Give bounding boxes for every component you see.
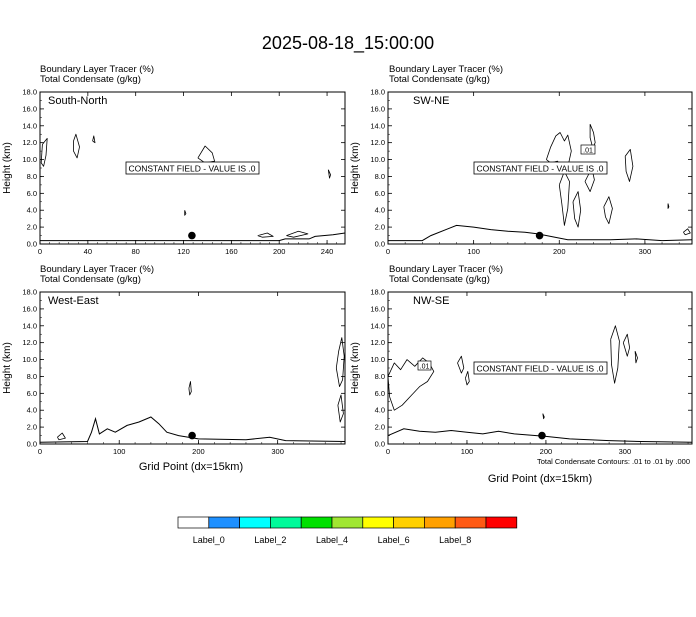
panel-sw-ne: [350, 64, 692, 256]
y-tick-label: 16.0: [22, 104, 37, 114]
figure-title: 2025-08-18_15:00:00: [261, 33, 435, 53]
panel-4-header-line2: Total Condensate (g/kg): [389, 274, 490, 285]
condensate-contour: [590, 124, 595, 148]
y-tick-label: 10.0: [370, 155, 385, 165]
y-axis-label: Height (km): [2, 342, 13, 394]
x-tick-label: 100: [467, 247, 480, 256]
y-tick-label: 4.0: [26, 205, 37, 215]
y-tick-label: 16.0: [22, 304, 37, 314]
condensate-contour: [93, 136, 95, 143]
location-marker: [188, 432, 196, 440]
colorbar-label: Label_6: [377, 535, 410, 545]
condensate-contour: [604, 197, 613, 224]
y-tick-label: 6.0: [26, 188, 37, 198]
location-marker: [536, 232, 544, 240]
panel-3-title: West-East: [48, 295, 99, 307]
colorbar-swatch: [332, 517, 363, 528]
x-tick-label: 0: [37, 247, 43, 256]
panel-1-header-line2: Total Condensate (g/kg): [40, 74, 141, 85]
y-axis-label: Height (km): [350, 142, 361, 194]
panel-2-title: SW-NE: [413, 95, 450, 107]
y-tick-label: 18.0: [22, 87, 37, 97]
condensate-contour: [668, 204, 669, 209]
colorbar-label: Label_8: [439, 535, 472, 545]
x-tick-label: 160: [225, 247, 238, 256]
x-tick-label: 120: [177, 247, 190, 256]
colorbar-swatch: [394, 517, 425, 528]
condensate-contour: [336, 338, 344, 387]
panel-nw-se: [350, 264, 692, 485]
y-tick-label: 6.0: [374, 188, 385, 198]
condensate-contour: [635, 351, 637, 363]
y-tick-label: 6.0: [374, 388, 385, 398]
x-tick-label: 300: [618, 447, 632, 456]
condensate-contour: [458, 356, 464, 373]
y-tick-label: 10.0: [370, 355, 385, 365]
colorbar-swatch: [240, 517, 271, 528]
plot-frame: [40, 292, 345, 444]
colorbar-swatch: [209, 517, 240, 528]
panel-3-xlabel: Grid Point (dx=15km): [138, 461, 244, 473]
y-tick-label: 2.0: [374, 422, 385, 432]
x-tick-label: 200: [192, 447, 205, 456]
condensate-contour: [625, 149, 633, 181]
y-tick-label: 4.0: [374, 405, 385, 415]
condensate-contour: [338, 395, 344, 422]
colorbar-swatch: [178, 517, 209, 528]
y-tick-label: 2.0: [374, 222, 385, 232]
condensate-contour: [683, 229, 690, 235]
condensate-contour: [623, 334, 629, 356]
y-tick-label: 16.0: [370, 104, 385, 114]
panel-4-header-line1: Boundary Layer Tracer (%): [389, 264, 504, 275]
y-axis-label: Height (km): [350, 342, 361, 394]
y-tick-label: 4.0: [374, 205, 385, 215]
x-tick-label: 100: [460, 447, 474, 456]
colorbar-swatch: [424, 517, 455, 528]
x-tick-label: 80: [131, 247, 140, 256]
y-tick-label: 0.0: [374, 439, 385, 449]
y-tick-label: 6.0: [26, 388, 37, 398]
condensate-contour: [198, 146, 215, 163]
condensate-contour: [258, 233, 274, 237]
y-tick-label: 0.0: [374, 239, 385, 249]
condensate-contour: [465, 371, 469, 385]
y-tick-label: 18.0: [370, 87, 385, 97]
panel-west-east: [2, 264, 345, 473]
condensate-contour: [74, 134, 80, 158]
panel-south-north: [2, 64, 345, 256]
condensate-contour: [189, 382, 191, 396]
x-tick-label: 200: [539, 447, 553, 456]
x-tick-label: 200: [553, 247, 566, 256]
y-tick-label: 4.0: [26, 405, 37, 415]
y-tick-label: 8.0: [374, 171, 385, 181]
colorbar-swatch: [301, 517, 332, 528]
colorbar-swatch: [363, 517, 394, 528]
panel-3-header-line2: Total Condensate (g/kg): [40, 274, 141, 285]
condensate-contour: [559, 171, 569, 225]
panel-2-constant-field-label: CONSTANT FIELD - VALUE IS .0: [476, 163, 604, 174]
location-marker: [538, 432, 546, 440]
panel-4-xlabel: Grid Point (dx=15km): [487, 473, 593, 485]
colorbar-label: Label_0: [192, 535, 225, 545]
panel-4-title: NW-SE: [413, 295, 450, 307]
condensate-contour: [573, 192, 581, 228]
condensate-contour: [185, 210, 186, 215]
y-tick-label: 8.0: [374, 371, 385, 381]
panel-1-title: South-North: [48, 95, 108, 107]
condensate-contour: [286, 231, 308, 237]
y-tick-label: 8.0: [26, 371, 37, 381]
y-tick-label: 10.0: [22, 155, 37, 165]
y-tick-label: 16.0: [370, 304, 385, 314]
panel-1-constant-field-label: CONSTANT FIELD - VALUE IS .0: [128, 163, 256, 174]
y-tick-label: 12.0: [370, 138, 385, 148]
panel-4-constant-field-label: CONSTANT FIELD - VALUE IS .0: [476, 363, 604, 374]
panel-3-header-line1: Boundary Layer Tracer (%): [40, 264, 155, 275]
colorbar: [178, 517, 517, 545]
x-tick-label: 300: [638, 247, 652, 256]
x-tick-label: 300: [271, 447, 284, 456]
x-tick-label: 0: [37, 447, 43, 456]
y-tick-label: 0.0: [26, 239, 37, 249]
y-tick-label: 12.0: [22, 138, 37, 148]
x-tick-label: 240: [320, 247, 334, 256]
y-tick-label: 14.0: [370, 121, 385, 131]
panel-1-header-line1: Boundary Layer Tracer (%): [40, 64, 155, 75]
y-tick-label: 12.0: [22, 338, 37, 348]
x-tick-label: 0: [385, 447, 391, 456]
condensate-contour: [611, 326, 620, 383]
location-marker: [188, 232, 196, 240]
panel-3-plot: [2, 288, 345, 457]
colorbar-swatch: [486, 517, 517, 528]
y-tick-label: 10.0: [22, 355, 37, 365]
condensate-contour: [543, 414, 545, 419]
panel-4-contour-box-label: .01: [419, 363, 430, 371]
colorbar-label: Label_2: [254, 535, 287, 545]
condensate-contour: [328, 170, 330, 178]
y-tick-label: 2.0: [26, 222, 37, 232]
y-tick-label: 8.0: [26, 171, 37, 181]
y-tick-label: 14.0: [370, 321, 385, 331]
y-tick-label: 2.0: [26, 422, 37, 432]
colorbar-label: Label_4: [315, 535, 349, 545]
panel-2-contour-box-label: .01: [583, 147, 593, 155]
y-tick-label: 12.0: [370, 338, 385, 348]
x-tick-label: 100: [112, 447, 126, 456]
contour-footnote: Total Condensate Contours: .01 to .01 by .000: [536, 457, 690, 466]
x-tick-label: 0: [385, 247, 391, 256]
x-tick-label: 40: [83, 247, 93, 256]
y-tick-label: 14.0: [22, 121, 37, 131]
x-tick-label: 200: [272, 247, 286, 256]
y-tick-label: 14.0: [22, 321, 37, 331]
y-tick-label: 18.0: [22, 287, 37, 297]
colorbar-swatch: [455, 517, 486, 528]
colorbar-swatch: [270, 517, 301, 528]
panel-2-header-line1: Boundary Layer Tracer (%): [389, 64, 504, 75]
y-axis-label: Height (km): [2, 142, 13, 194]
panel-2-header-line2: Total Condensate (g/kg): [389, 74, 490, 85]
y-tick-label: 0.0: [26, 439, 37, 449]
condensate-contour: [57, 433, 65, 440]
y-tick-label: 18.0: [370, 287, 385, 297]
